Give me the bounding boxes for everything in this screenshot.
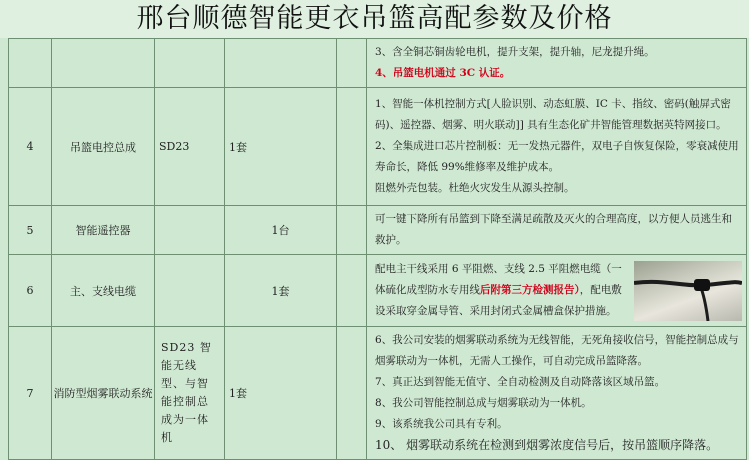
desc-line: 6、我公司安装的烟雾联动系统为无线智能，无死角接收信号，智能控制总成与烟雾联动为一体机，无需人工操作，可自动完成吊篮降落。 (375, 334, 739, 367)
desc-line: 10、 烟雾联动系统在检测到烟雾浓度信号后，按吊篮顺序降落。 (375, 438, 719, 452)
item-quantity: 1套 (225, 327, 337, 460)
cable-photo (634, 261, 742, 321)
blank-cell (337, 255, 367, 327)
table-row (9, 255, 747, 327)
item-description (367, 88, 747, 206)
row-number: 7 (9, 327, 52, 460)
page-title: 邢台顺德智能更衣吊篮高配参数及价格 (0, 0, 749, 38)
item-name (52, 39, 155, 88)
table-row (9, 327, 747, 460)
item-model (155, 206, 225, 255)
item-name: 吊篮电控总成 (52, 88, 155, 206)
blank-cell (337, 327, 367, 460)
row-number (9, 39, 52, 88)
table-row (9, 88, 747, 206)
desc-line: 2、全集成进口芯片控制板：无一发热元器件，双电子自恢复保险，零衰减使用寿命长，降低 99%维修率及维护成本。 (375, 140, 739, 173)
desc-line: 1、智能一体机控制方式[人脸识别、动态虹膜、IC 卡、指纹、密码(触屏式密码)、遥控器、烟雾、明火联动]] 具有生态化矿井智能管理数据英特网接口。 (375, 98, 731, 131)
desc-line: 8、我公司智能控制总成与烟雾联动为一体机。 (375, 397, 592, 409)
desc-line: 3、含全铜芯铜齿轮电机，提升支架，提升轴，尼龙提升绳。 (375, 46, 655, 58)
item-quantity: 1套 (225, 88, 337, 206)
desc-line: 7、真正达到智能无值守、全自动检测及自动降落该区域吊篮。 (375, 376, 666, 388)
row-number: 5 (9, 206, 52, 255)
item-model (155, 255, 225, 327)
desc-highlight: 后附第三方检测报告） (480, 283, 580, 296)
item-description (367, 39, 747, 88)
blank-cell (337, 39, 367, 88)
desc-line: 可一键下降所有吊篮到下降至满足疏散及灭火的合理高度，以方便人员逃生和救护。 (375, 213, 732, 246)
item-model (155, 39, 225, 88)
desc-line-highlight: 4、吊篮电机通过 3C 认证。 (375, 67, 511, 79)
blank-cell (337, 206, 367, 255)
item-description (367, 327, 747, 460)
row-number: 6 (9, 255, 52, 327)
desc-text: 配电主干线采用 6 平阻燃、支线 2.5 平阻燃电缆（一体硫化成型防水专用线 (375, 262, 622, 296)
item-quantity: 1套 (225, 255, 337, 327)
table-row (9, 39, 747, 88)
item-model: SD23 (155, 88, 225, 206)
item-name: 主、支线电缆 (52, 255, 155, 327)
item-name: 消防型烟雾联动系统 (52, 327, 155, 460)
item-name: 智能遥控器 (52, 206, 155, 255)
item-model: SD23 智能无线型、与智能控制总成为一体机 (155, 327, 225, 460)
item-quantity: 1台 (225, 206, 337, 255)
blank-cell (337, 88, 367, 206)
desc-line: 阻燃外壳包装。杜绝火灾发生从源头控制。 (375, 182, 575, 194)
item-description (367, 255, 747, 327)
row-number: 4 (9, 88, 52, 206)
item-description (367, 206, 747, 255)
table-row (9, 206, 747, 255)
item-quantity (225, 39, 337, 88)
spec-table (8, 38, 747, 460)
desc-text: ，配电敷设采取穿金属导管、采用封闭式金属槽盒保护措施。 (375, 283, 622, 317)
desc-line: 9、该系统我公司具有专利。 (375, 418, 508, 430)
